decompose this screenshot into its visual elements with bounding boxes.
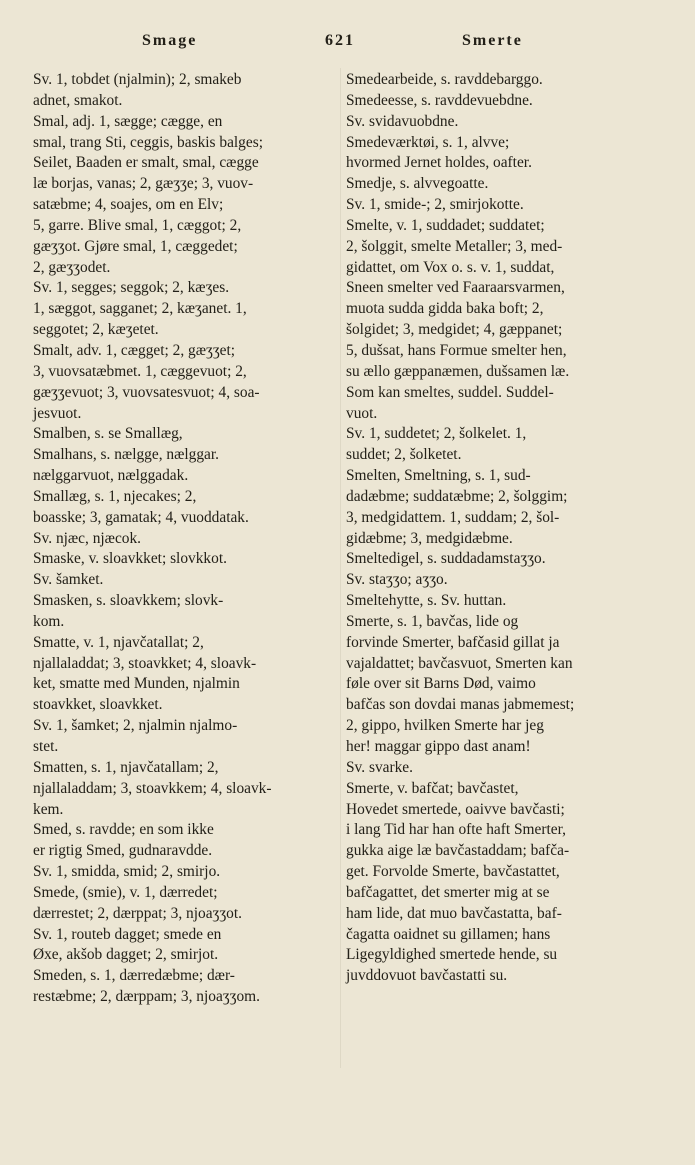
text-line: 2, šolggit, smelte Metaller; 3, med- [346,237,563,255]
text-line: Smerte, s. 1, bavčas, lide og [346,612,519,630]
page-header [0,32,695,56]
text-line: Sv. 1, segges; seggok; 2, kæʒes. [33,279,230,297]
text-line: stet. [33,738,59,755]
text-line: Sv. 1, smidda, smid; 2, smirjo. [33,863,221,881]
text-line: Smed, s. ravdde; en som ikke [33,821,214,839]
text-line: Sv. 1, routeb dagget; smede en [33,925,222,943]
text-line: vuot. [346,404,378,422]
text-line: Smelte, v. 1, suddadet; suddatet; [346,216,545,234]
column-gutter [340,68,341,1068]
text-line: šolgidet; 3, medgidet; 4, gæppanet; [346,321,563,339]
text-line: vajaldattet; bavčasvuot, Smerten kan [346,654,573,672]
text-line: Smeden, s. 1, dærredæbme; dær- [33,967,235,985]
text-line: ket, smatte med Munden, njalmin [33,675,240,693]
text-line: Smedeværktøi, s. 1, alvve; [346,133,510,151]
text-line: njallaladdat; 3, stoavkket; 4, sloavk- [33,654,257,672]
text-line: Smal, adj. 1, sægge; cægge, en [33,112,223,130]
text-line: dærrestet; 2, dærppat; 3, njoaʒʒot. [33,904,243,922]
text-line: Sv. svarke. [346,758,413,776]
text-line: Sv. staʒʒo; aʒʒo. [346,571,448,589]
text-line: gæʒʒevuot; 3, vuovsatesvuot; 4, soa- [33,383,260,401]
text-line: bafčagattet, det smerter mig at se [346,883,550,901]
text-line: Seilet, Baaden er smalt, smal, cægge [33,154,259,172]
text-line: Smedeesse, s. ravddevuebdne. [346,91,533,109]
text-line: Ligegyldighed smertede hende, su [346,946,558,964]
text-line: 2, gippo, hvilken Smerte har jeg [346,717,544,735]
text-line: su ællo gæppanæmen, dušsamen læ. [346,362,570,380]
text-line: čagatta oaidnet su gillamen; hans [346,925,551,943]
text-line: Sneen smelter ved Faaraarsvarmen, [346,279,565,297]
text-line: gidattet, om Vox o. s. v. 1, suddat, [346,258,555,276]
text-line: dadæbme; suddatæbme; 2, šolggim; [346,487,568,505]
text-line: Smerte, v. bafčat; bavčastet, [346,779,519,797]
text-line: Sv. 1, šamket; 2, njalmin njalmo- [33,717,238,735]
text-line: Smalhans, s. nælgge, nælggar. [33,446,219,464]
text-line: juvddovuot bavčastatti su. [346,967,508,985]
text-line: Smedje, s. alvvegoatte. [346,175,489,193]
text-line: Sv. njæc, njæcok. [33,529,142,547]
text-line: 5, dušsat, hans Formue smelter hen, [346,341,567,359]
text-line: nælggarvuot, nælggadak. [33,467,189,485]
text-line: forvinde Smerter, bafčasid gillat ja [346,633,560,651]
text-line: Smasken, s. sloavkkem; slovk- [33,592,224,610]
text-line: 2, gæʒʒodet. [33,258,111,276]
text-line: 5, garre. Blive smal, 1, cæggot; 2, [33,216,242,234]
text-line: er rigtig Smed, gudnaravdde. [33,842,213,860]
text-line: Sv. šamket. [33,571,104,589]
text-line: smal, trang Sti, ceggis, baskis balges; [33,133,263,151]
text-line: restæbme; 2, dærppam; 3, njoaʒʒom. [33,988,260,1006]
text-line: Smeltehytte, s. Sv. huttan. [346,592,507,610]
right-column [346,70,646,987]
page-number: 621 [325,32,355,49]
left-guide-word: Smage [142,32,198,49]
text-line: Smatte, v. 1, njavčatallat; 2, [33,633,204,651]
text-line: læ borjas, vanas; 2, gæʒʒe; 3, vuov- [33,175,254,193]
text-line: 3, vuovsatæbmet. 1, cæggevuot; 2, [33,362,247,380]
text-line: stoavkket, sloavkket. [33,696,163,714]
text-line: Sv. 1, suddetet; 2, šolkelet. 1, [346,425,527,443]
text-line: bafčas son dovdai manas jabmemest; [346,696,575,714]
text-line: Øxe, akšob dagget; 2, smirjot. [33,946,219,964]
text-line: Sv. 1, smide-; 2, smirjokotte. [346,196,524,214]
text-line: Sv. svidavuobdne. [346,112,459,130]
text-line: Hovedet smertede, oaivve bavčasti; [346,800,565,818]
text-line: gæʒʒot. Gjøre smal, 1, cæggedet; [33,237,238,255]
text-line: kom. [33,612,65,630]
text-line: Smalben, s. se Smallæg, [33,425,183,443]
left-column [33,70,333,1008]
text-line: her! maggar gippo dast anam! [346,738,531,755]
text-line: hvormed Jernet holdes, oafter. [346,154,532,172]
text-line: føle over sit Barns Død, vaimo [346,675,536,693]
text-line: i lang Tid har han ofte haft Smerter, [346,821,566,839]
text-line: Smaske, v. sloavkket; slovkkot. [33,550,227,568]
text-line: kem. [33,800,64,818]
text-line: satæbme; 4, soajes, om en Elv; [33,196,224,214]
text-line: Sv. 1, tobdet (njalmin); 2, smakeb [33,71,242,88]
text-line: Smedearbeide, s. ravddebarggo. [346,71,543,88]
text-line: gidæbme; 3, medgidæbme. [346,529,513,547]
text-line: Som kan smeltes, suddel. Suddel- [346,383,554,401]
text-line: 3, medgidattem. 1, suddam; 2, šol- [346,508,560,526]
text-line: get. Forvolde Smerte, bavčastattet, [346,863,560,881]
text-line: jesvuot. [33,404,82,422]
text-line: Smalt, adv. 1, cægget; 2, gæʒʒet; [33,341,236,359]
text-line: Smeltedigel, s. suddadamstaʒʒo. [346,550,546,568]
text-line: seggotet; 2, kæʒetet. [33,321,159,339]
text-line: adnet, smakot. [33,91,123,109]
right-guide-word: Smerte [462,32,523,49]
text-line: Smelten, Smeltning, s. 1, sud- [346,467,531,485]
text-line: Smatten, s. 1, njavčatallam; 2, [33,758,219,776]
text-line: njallaladdam; 3, stoavkkem; 4, sloavk- [33,779,272,797]
text-line: ham lide, dat muo bavčastatta, baf- [346,904,562,922]
text-line: suddet; 2, šolketet. [346,446,462,464]
text-line: muota sudda gidda baka boft; 2, [346,300,544,318]
text-line: Smede, (smie), v. 1, dærredet; [33,883,218,901]
text-line: gukka aige læ bavčastaddam; bafča- [346,842,570,860]
text-line: 1, sæggot, sagganet; 2, kæʒanet. 1, [33,300,247,318]
text-line: Smallæg, s. 1, njecakes; 2, [33,487,197,505]
text-line: boasske; 3, gamatak; 4, vuoddatak. [33,508,249,526]
